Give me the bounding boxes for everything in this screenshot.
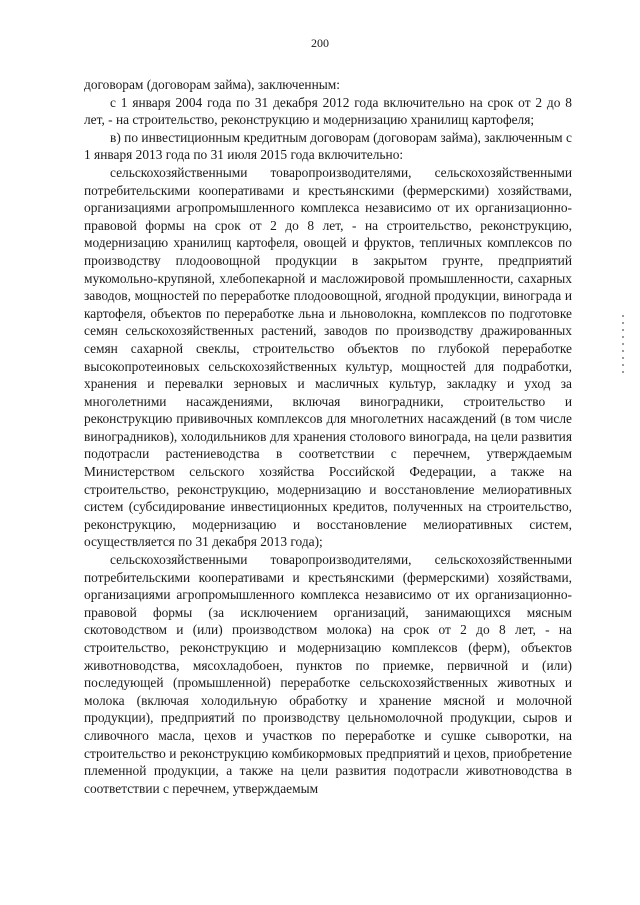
scan-margin-marks <box>622 315 624 375</box>
page-number: 200 <box>311 36 329 50</box>
paragraph-2004-2012: с 1 января 2004 года по 31 декабря 2012 года включительно на срок от 2 до 8 лет, - на строительство, реконструкцию и модернизацию хранилищ картофеля; <box>84 94 572 128</box>
paragraph-crop-farming: сельскохозяйственными товаропроизводителями, сельскохозяйственными потребительскими кооперативами и крестьянскими (фермерскими) хозяйствами, организациями агропромышленного комплекса независимо от их организационно-правовой формы на срок от 2 до 8 лет, - на строительство, реконструкцию, модернизацию хранилищ картофеля, овощей и фруктов, тепличных комплексов по производству плодоовощной продукции в закрытом грунте, предприятий мукомольно-крупяной, хлебопекарной и масложировой промышленности, сахарных заводов, мощностей по переработке плодоовощной, ягодной продукции, винограда и картофеля, объектов по переработке льна и льноволокна, комплексов по подготовке семян сельскохозяйственных растений, заводов по производству дражированных семян сахарной свеклы, строительство объектов по глубокой переработке высокопротеиновых сельскохозяйственных культур, мощностей для подработки, хранения и перевалки зерновых и масличных культур, закладку и уход за многолетними насаждениями, включая виноградники, строительство и реконструкцию прививочных комплексов для многолетних насаждений (в том числе виноградников), холодильников для хранения столового винограда, на цели развития подотрасли растениеводства в соответствии с перечнем, утверждаемым Министерством сельского хозяйства Российской Федерации, а также на строительство, реконструкцию, модернизацию и восстановление мелиоративных систем (субсидирование инвестиционных кредитов, полученных на строительство, реконструкцию, модернизацию и восстановление мелиоративных систем, осуществляется по 31 декабря 2013 года); <box>84 164 572 550</box>
paragraph-livestock: сельскохозяйственными товаропроизводителями, сельскохозяйственными потребительскими кооперативами и крестьянскими (фермерскими) хозяйствами, организациями агропромышленного комплекса независимо от их организационно-правовой формы (за исключением организаций, занимающихся мясным скотоводством и (или) производством молока) на срок от 2 до 8 лет, - на строительство, реконструкцию и модернизацию комплексов (ферм), объектов животноводства, мясохладобоен, пунктов по приемке, первичной и (или) последующей (промышленной) переработке сельскохозяйственных животных и молока (включая холодильную обработку и хранение мясной и молочной продукции), предприятий по производству цельномолочной продукции, сыров и сливочного масла, цехов и участков по переработке и сушке сыворотки, на строительство и реконструкцию комбикормовых предприятий и цехов, приобретение племенной продукции, а также на цели развития подотрасли животноводства в соответствии с перечнем, утверждаемым <box>84 552 572 796</box>
document-body <box>84 76 572 797</box>
paragraph-continuation: договорам (договорам займа), заключенным: <box>84 77 340 92</box>
paragraph-item-v: в) по инвестиционным кредитным договорам (договорам займа), заключенным с 1 января 2013 года по 31 июля 2015 года включительно: <box>84 129 572 163</box>
